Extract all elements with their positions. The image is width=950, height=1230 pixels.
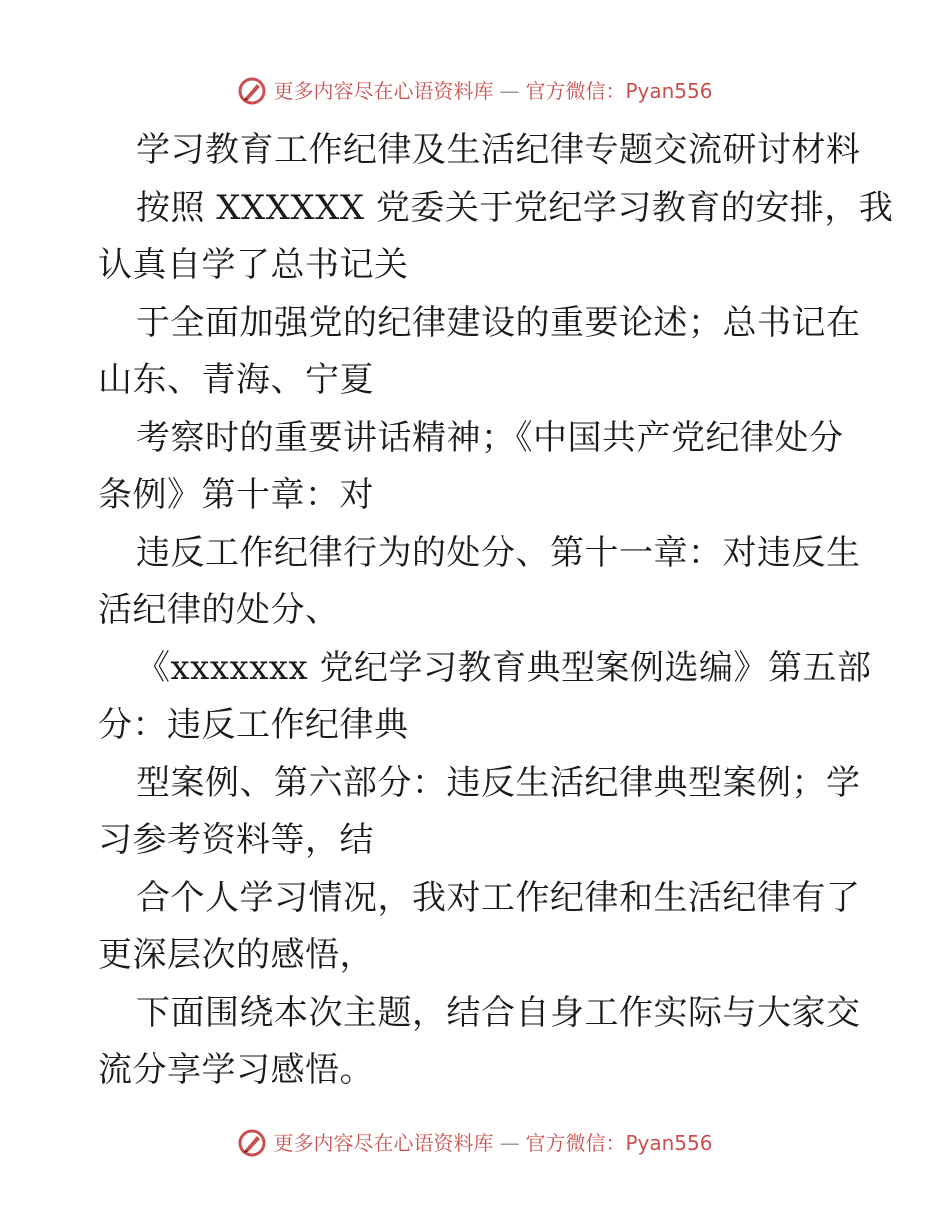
footer-watermark xyxy=(0,1128,950,1158)
paragraph-line: 合个人学习情况，我对工作纪律和生活纪律有了 xyxy=(136,877,861,918)
watermark-dash: — xyxy=(499,1131,520,1155)
pen-seal-icon xyxy=(237,1128,267,1158)
paragraph-line: 活纪律的处分、 xyxy=(98,590,340,630)
paragraph-line: 考察时的重要讲话精神；《中国共产党纪律处分 xyxy=(136,417,844,458)
document-body xyxy=(98,122,894,1100)
paragraph-line: 分：违反工作纪律典 xyxy=(98,705,409,745)
paragraph-line: 于全面加强党的纪律建设的重要论述；总书记在 xyxy=(136,302,861,343)
paragraph-line: 习参考资料等，结 xyxy=(98,820,374,860)
paragraph-line: 流分享学习感悟。 xyxy=(98,1050,374,1090)
paragraph-line: 山东、青海、宁夏 xyxy=(98,360,374,400)
paragraph-line: 按照 XXXXXX 党委关于党纪学习教育的安排，我 xyxy=(136,187,894,228)
paragraph-line: 认真自学了总书记关 xyxy=(98,245,409,285)
watermark-dash: — xyxy=(499,79,520,103)
pen-seal-icon xyxy=(237,76,267,106)
watermark-site-text: 更多内容尽在心语资料库 xyxy=(273,79,494,103)
paragraph-line: 条例》第十章：对 xyxy=(98,475,374,515)
document-title: 学习教育工作纪律及生活纪律专题交流研讨材料 xyxy=(136,130,861,170)
paragraph-line: 更深层次的感悟， xyxy=(98,935,374,975)
paragraph-line: 下面围绕本次主题，结合自身工作实际与大家交 xyxy=(136,992,861,1033)
watermark-site-text: 更多内容尽在心语资料库 xyxy=(273,1131,494,1155)
paragraph-line: 《xxxxxxx 党纪学习教育典型案例选编》第五部 xyxy=(136,647,872,688)
paragraph-line: 违反工作纪律行为的处分、第十一章：对违反生 xyxy=(136,532,861,573)
header-watermark xyxy=(0,76,950,106)
watermark-contact-text: 官方微信：Pyan556 xyxy=(525,1131,713,1155)
watermark-contact-text: 官方微信：Pyan556 xyxy=(525,79,713,103)
paragraph-line: 型案例、第六部分：违反生活纪律典型案例；学 xyxy=(136,762,861,803)
